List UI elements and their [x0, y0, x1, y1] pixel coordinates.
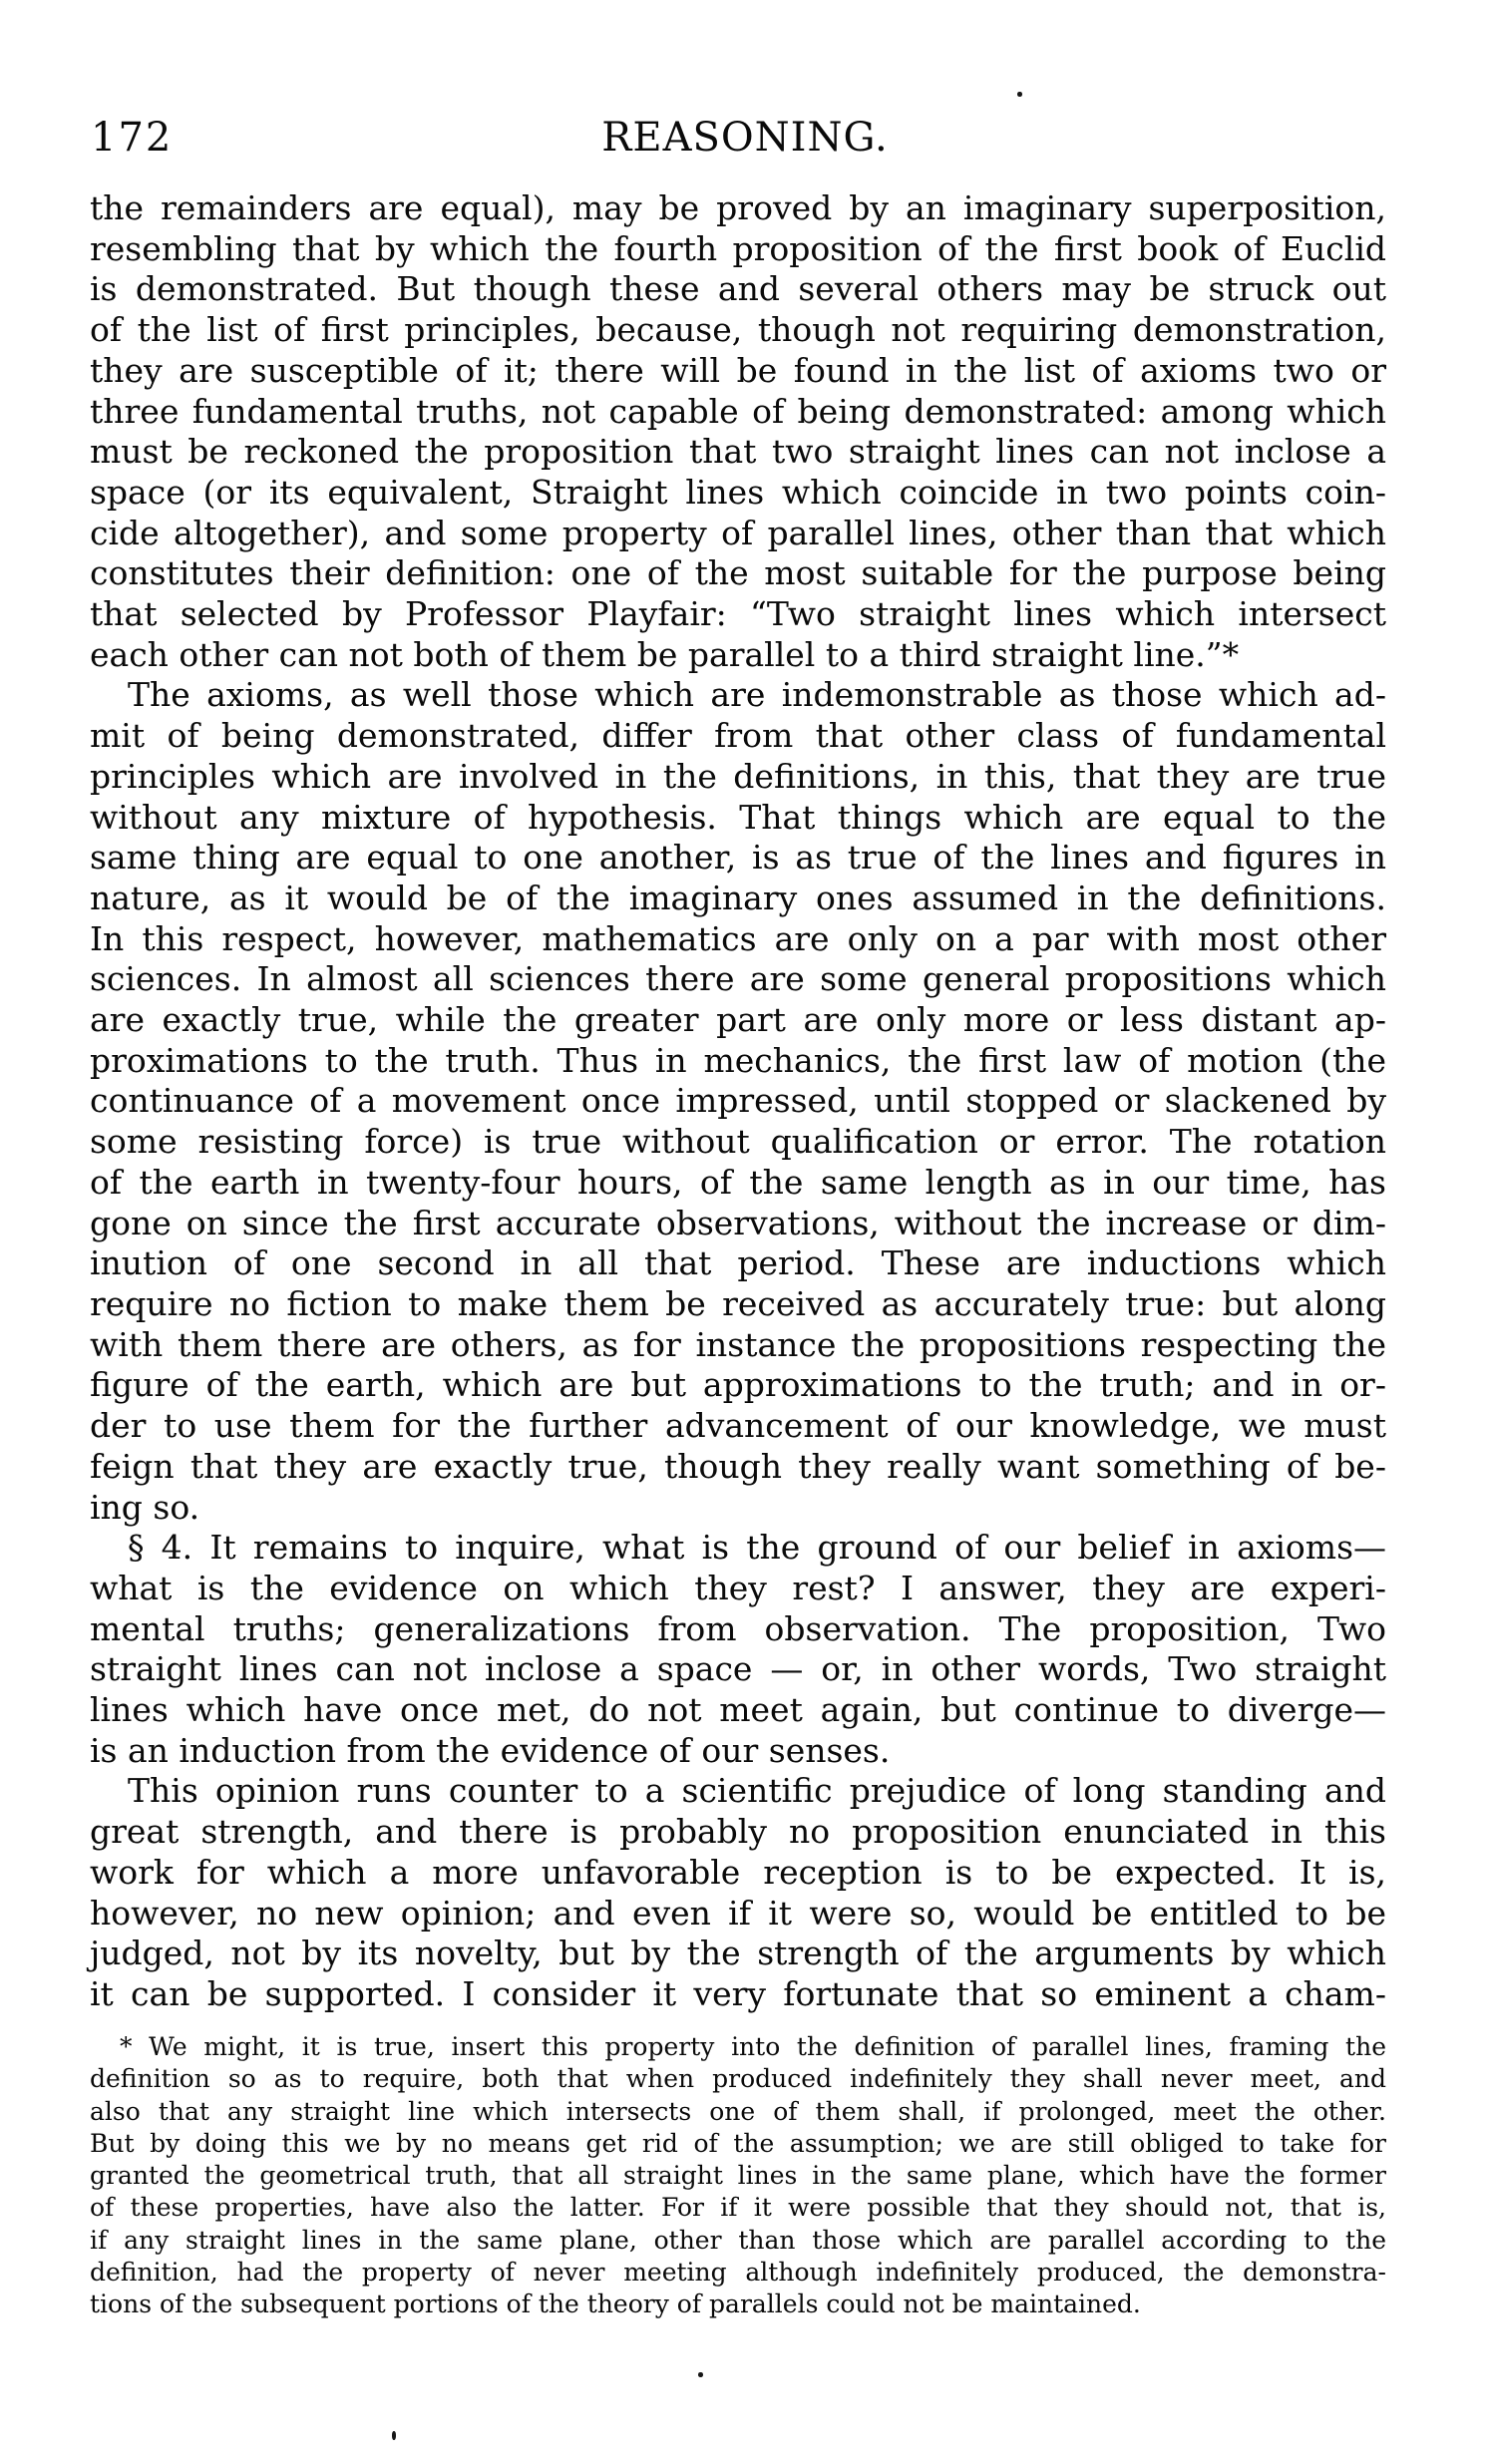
footnote — [90, 2031, 1386, 2321]
ink-speck — [1017, 92, 1022, 97]
page-number: 172 — [91, 115, 174, 161]
text-line: constitutes their definition: one of the most suitable for the purpose being — [90, 553, 1386, 593]
text-line: continuance of a movement once impressed, until stopped or slackened by — [90, 1081, 1386, 1121]
text-line: * We might, it is true, insert this property into the definition of parallel lines, framing the — [120, 2032, 1386, 2061]
text-line: ing so. — [90, 1487, 200, 1527]
text-line: require no fiction to make them be received as accurately true: but along — [90, 1283, 1386, 1323]
text-line: of the list of first principles, because, though not requiring demonstration, — [90, 310, 1386, 350]
text-line: mit of being demonstrated, differ from that other class of fundamental — [90, 716, 1386, 756]
text-line: This opinion runs counter to a scientific prejudice of long standing and — [128, 1771, 1386, 1811]
paragraph — [90, 1771, 1386, 2014]
text-line: The axioms, as well those which are indemonstrable as those which ad- — [128, 675, 1386, 715]
text-line: nature, as it would be of the imaginary ones assumed in the definitions. — [90, 878, 1386, 917]
text-line: same thing are equal to one another, is as true of the lines and figures in — [90, 838, 1386, 878]
text-line: cide altogether), and some property of parallel lines, other than that which — [90, 513, 1386, 552]
ink-speck — [698, 2372, 703, 2377]
text-line: space (or its equivalent, Straight lines which coincide in two points coin- — [90, 472, 1386, 512]
text-line: work for which a more unfavorable reception is to be expected. It is, — [90, 1852, 1386, 1892]
text-line: gone on since the first accurate observations, without the increase or dim- — [90, 1203, 1386, 1242]
text-line: that selected by Professor Playfair: “Two straight lines which intersect — [90, 594, 1386, 634]
text-line: mental truths; generalizations from observation. The proposition, Two — [90, 1608, 1386, 1648]
text-line: great strength, and there is probably no proposition enunciated in this — [90, 1812, 1386, 1852]
text-line: also that any straight line which intersects one of them shall, if prolonged, meet the other. — [90, 2096, 1386, 2126]
text-line: judged, not by its novelty, but by the strength of the arguments by which — [90, 1934, 1386, 1973]
text-line: § 4. It remains to inquire, what is the ground of our belief in axioms— — [128, 1528, 1386, 1568]
text-line: lines which have once met, do not meet again, but continue to diverge— — [90, 1690, 1386, 1730]
text-line: sciences. In almost all sciences there are some general propositions which — [90, 959, 1386, 999]
text-line: without any mixture of hypothesis. That things which are equal to the — [90, 797, 1386, 837]
text-line: is demonstrated. But though these and several others may be struck out — [90, 269, 1386, 309]
text-line: In this respect, however, mathematics are only on a par with most other — [90, 918, 1386, 958]
text-line: the remainders are equal), may be proved by an imaginary superposition, — [90, 188, 1386, 227]
text-line: straight lines can not inclose a space — or, in other words, Two straight — [90, 1649, 1386, 1689]
text-line: inution of one second in all that period. These are inductions which — [90, 1243, 1386, 1283]
text-line: each other can not both of them be parallel to a third straight line.”* — [90, 634, 1240, 674]
text-line: three fundamental truths, not capable of being demonstrated: among which — [90, 391, 1386, 431]
text-line: proximations to the truth. Thus in mechanics, the first law of motion (the — [90, 1040, 1386, 1080]
page-header — [0, 116, 1490, 162]
text-line: if any straight lines in the same plane, other than those which are parallel according to the — [90, 2225, 1386, 2255]
text-line: definition so as to require, both that when produced indefinitely they shall never meet, and — [90, 2064, 1386, 2094]
text-line: resembling that by which the fourth proposition of the first book of Euclid — [90, 228, 1386, 268]
paragraph — [90, 2031, 1386, 2321]
paragraph — [90, 1528, 1386, 1771]
text-line: is an induction from the evidence of our senses. — [90, 1730, 891, 1770]
text-line: der to use them for the further advancement of our knowledge, we must — [90, 1406, 1386, 1446]
text-line: definition, had the property of never meeting although indefinitely produced, the demonstra- — [90, 2258, 1386, 2288]
text-line: figure of the earth, which are but approximations to the truth; and in or- — [90, 1365, 1386, 1405]
body-text — [90, 188, 1386, 2015]
paragraph — [90, 188, 1386, 675]
text-line: with them there are others, as for instance the propositions respecting the — [90, 1324, 1386, 1364]
text-line: tions of the subsequent portions of the theory of parallels could not be maintained. — [90, 2289, 1141, 2319]
text-line: granted the geometrical truth, that all straight lines in the same plane, which have the former — [90, 2161, 1386, 2191]
text-line: what is the evidence on which they rest? I answer, they are experi- — [90, 1568, 1386, 1607]
text-line: they are susceptible of it; there will be found in the list of axioms two or — [90, 350, 1386, 390]
paragraph — [90, 675, 1386, 1528]
text-line: principles which are involved in the definitions, in this, that they are true — [90, 756, 1386, 796]
text-line: however, no new opinion; and even if it were so, would be entitled to be — [90, 1893, 1386, 1933]
text-line: are exactly true, while the greater part are only more or less distant ap- — [90, 1000, 1386, 1040]
text-line: of the earth in twenty-four hours, of the same length as in our time, has — [90, 1162, 1386, 1202]
ink-speck — [392, 2431, 396, 2440]
text-line: must be reckoned the proposition that two straight lines can not inclose a — [90, 432, 1386, 472]
text-line: of these properties, have also the latter. For if it were possible that they should not, that is, — [90, 2193, 1386, 2223]
text-line: it can be supported. I consider it very fortunate that so eminent a cham- — [90, 1973, 1386, 2013]
text-line: some resisting force) is true without qualification or error. The rotation — [90, 1122, 1386, 1162]
text-line: But by doing this we by no means get rid of the assumption; we are still obliged to take for — [90, 2128, 1386, 2158]
text-line: feign that they are exactly true, though they really want something of be- — [90, 1446, 1386, 1486]
running-head: REASONING. — [601, 115, 889, 161]
